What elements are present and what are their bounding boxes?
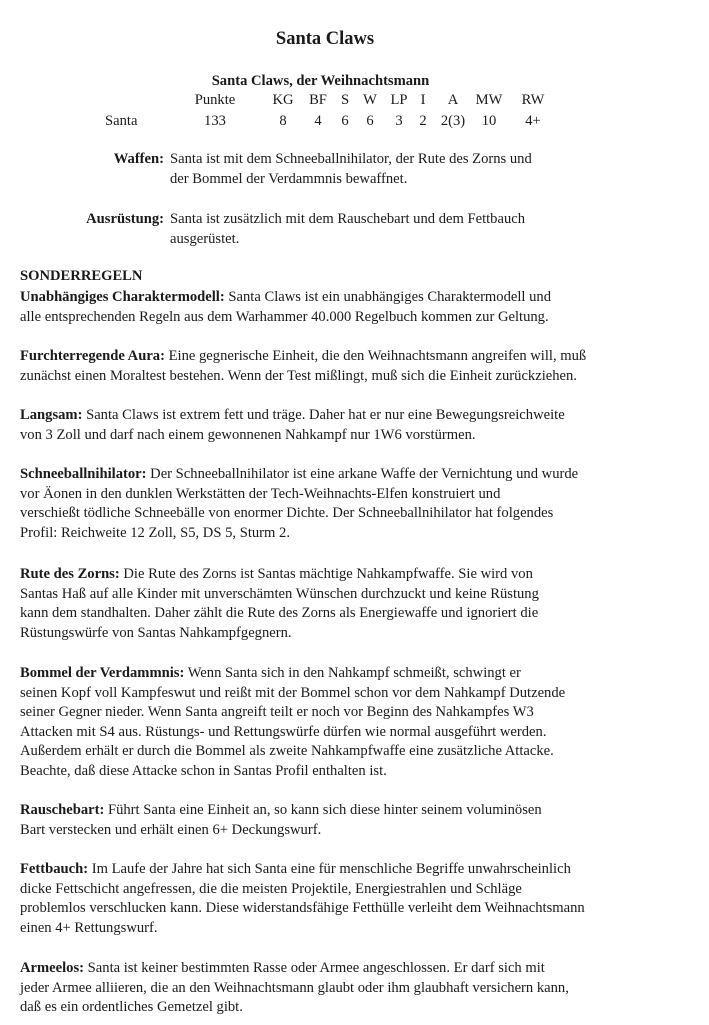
rule-text: Eine gegnerische Einheit, die den Weihnachtsmann angreifen will, muß xyxy=(164,348,587,364)
rule-bobble-of-doom xyxy=(20,664,700,781)
rule-name: Fettbauch: xyxy=(20,861,89,877)
rule-name: Rauschebart: xyxy=(20,802,105,818)
profile-row-name: Santa xyxy=(105,113,138,129)
profile-value-s: 6 xyxy=(341,113,349,129)
profile-header-i: I xyxy=(420,92,426,108)
profile-value-kg: 8 xyxy=(279,113,287,129)
rule-line: problemlos verschlucken kann. Diese widerstandsfähige Fetthülle verleiht dem Weihnachtsmann xyxy=(20,900,585,916)
equipment-line: Santa ist zusätzlich mit dem Rauschebart und dem Fettbauch xyxy=(170,211,526,227)
rule-line: Außerdem erhält er durch die Bommel als zweite Nahkampfwaffe eine zusätzliche Attacke. xyxy=(20,743,554,759)
rule-name: Armeelos: xyxy=(20,960,85,976)
rule-line: seinen Kopf voll Kampfeswut und reißt mit der Bommel schon vor dem Nahkampf Dutzende xyxy=(20,684,566,701)
rule-text: Wenn Santa sich in den Nahkampf schmeißt, schwingt er xyxy=(184,665,521,681)
rule-line: daß es ein ordentliches Gemetzel gibt. xyxy=(20,999,243,1015)
rule-line: zunächst einen Moraltest bestehen. Wenn der Test mißlingt, muß sich die Einheit zurückziehen. xyxy=(20,367,577,384)
profile-header-w: W xyxy=(363,92,377,108)
rule-line: von 3 Zoll und darf nach einem gewonnenen Nahkampf nur 1W6 vorstürmen. xyxy=(20,426,476,443)
rule-line: vor Äonen in den dunklen Werkstätten der Tech-Weihnachts-Elfen konstruiert und xyxy=(20,485,501,502)
rule-line: Rüstungswürfe von Santas Nahkampfgegnern. xyxy=(20,624,292,641)
rule-line: Attacken mit S4 aus. Rüstungs- und Rettungswürfe dürfen wie normal ausgeführt werden. xyxy=(20,723,547,740)
weapons-line: der Bommel der Verdammnis bewaffnet. xyxy=(170,170,408,187)
profile-value-lp: 3 xyxy=(395,113,403,129)
profile-header-rw: RW xyxy=(521,92,545,108)
profile-value-rw: 4+ xyxy=(525,113,541,129)
rule-snowball-nihilator xyxy=(20,465,700,543)
rule-text: Santa Claws ist ein unabhängiges Charaktermodell und xyxy=(224,289,551,305)
rule-text: Die Rute des Zorns ist Santas mächtige Nahkampfwaffe. Sie wird von xyxy=(119,566,533,582)
rule-line: kann dem standhalten. Daher zählt die Rute des Zorns als Energiewaffe und ignoriert die xyxy=(20,605,539,621)
profile-caption: Santa Claws, der Weihnachtsmann xyxy=(211,73,430,89)
profile-value-mw: 10 xyxy=(481,113,497,129)
rule-line: Santas Haß auf alle Kinder mit unverschämten Wünschen durchzuckt und keine Rüstung xyxy=(20,585,539,602)
rule-first-line xyxy=(20,860,700,880)
rule-line: einen 4+ Rettungswurf. xyxy=(20,919,158,936)
rule-text: Santa Claws ist extrem fett und träge. Daher hat er nur eine Bewegungsreichweite xyxy=(82,407,565,423)
profile-header-lp: LP xyxy=(390,92,408,108)
profile-value-bf: 4 xyxy=(314,113,322,129)
rule-name: Unabhängiges Charaktermodell: xyxy=(20,289,225,305)
profile-header-mw: MW xyxy=(475,92,503,108)
equipment-text xyxy=(170,210,525,249)
rule-line: verschießt tödliche Schneebälle von enormer Dichte. Der Schneeballnihilator hat folgendes xyxy=(20,505,554,521)
rule-line: seiner Gegner nieder. Wenn Santa angreift teilt er noch vor Beginn des Nahkampfes W3 xyxy=(20,704,534,720)
profile-header-s: S xyxy=(340,92,350,108)
profile-value-a: 2(3) xyxy=(440,113,466,129)
rule-first-line xyxy=(20,664,700,684)
rule-name: Schneeballnihilator: xyxy=(20,466,147,482)
rule-first-line xyxy=(20,288,700,308)
profile-value-i: 2 xyxy=(419,113,427,129)
profile-header-bf: BF xyxy=(309,92,327,108)
rule-first-line xyxy=(20,465,700,485)
rule-first-line xyxy=(20,801,700,821)
rule-first-line xyxy=(20,959,700,979)
profile-header-punkte: Punkte xyxy=(194,92,236,108)
rule-name: Langsam: xyxy=(20,407,83,423)
equipment-label: Ausrüstung: xyxy=(86,211,164,227)
rule-first-line xyxy=(20,347,700,367)
rule-fear-aura xyxy=(20,347,700,386)
rule-name: Bommel der Verdammnis: xyxy=(20,665,185,681)
rule-armyless xyxy=(20,959,700,1018)
rule-line: jeder Armee alliieren, die an den Weihnachtsmann glaubt oder ihm glaubhaft versichern kann, xyxy=(20,979,569,996)
rule-line: alle entsprechenden Regeln aus dem Warhammer 40.000 Regelbuch kommen zur Geltung. xyxy=(20,308,549,325)
weapons-text xyxy=(170,150,532,189)
rule-line: Beachte, daß diese Attacke schon in Santas Profil enthalten ist. xyxy=(20,762,387,779)
rule-fat-belly xyxy=(20,860,700,938)
rule-rod-of-wrath xyxy=(20,565,700,643)
special-rules-heading: SONDERREGELN xyxy=(20,268,143,284)
page-title: Santa Claws xyxy=(275,29,375,49)
rule-text: Der Schneeballnihilator ist eine arkane Waffe der Vernichtung und wurde xyxy=(146,466,579,482)
rule-line: dicke Fettschicht angefressen, die die meisten Projektile, Energiestrahlen und Schläge xyxy=(20,880,522,897)
rule-first-line xyxy=(20,565,700,585)
profile-value-punkte: 133 xyxy=(204,113,226,129)
rule-line: Bart verstecken und erhält einen 6+ Deckungswurf. xyxy=(20,821,322,838)
rule-slow xyxy=(20,406,700,445)
weapons-line: Santa ist mit dem Schneeballnihilator, der Rute des Zorns und xyxy=(170,151,532,167)
profile-value-w: 6 xyxy=(366,113,374,129)
rule-text: Im Laufe der Jahre hat sich Santa eine für menschliche Begriffe unwahrscheinlich xyxy=(88,861,571,877)
profile-header-a: A xyxy=(447,92,459,108)
rule-bushy-beard xyxy=(20,801,700,840)
rule-independent-character xyxy=(20,288,700,327)
equipment-line: ausgerüstet. xyxy=(170,230,240,247)
profile-header-kg: KG xyxy=(272,92,294,108)
rule-text: Führt Santa eine Einheit an, so kann sich diese hinter seinem voluminösen xyxy=(104,802,542,818)
rule-text: Santa ist keiner bestimmten Rasse oder Armee angeschlossen. Er darf sich mit xyxy=(84,960,545,976)
rule-name: Rute des Zorns: xyxy=(20,566,120,582)
rule-first-line xyxy=(20,406,700,426)
weapons-label: Waffen: xyxy=(113,151,164,167)
rule-name: Furchterregende Aura: xyxy=(20,348,165,364)
rule-line: Profil: Reichweite 12 Zoll, S5, DS 5, Sturm 2. xyxy=(20,524,290,541)
